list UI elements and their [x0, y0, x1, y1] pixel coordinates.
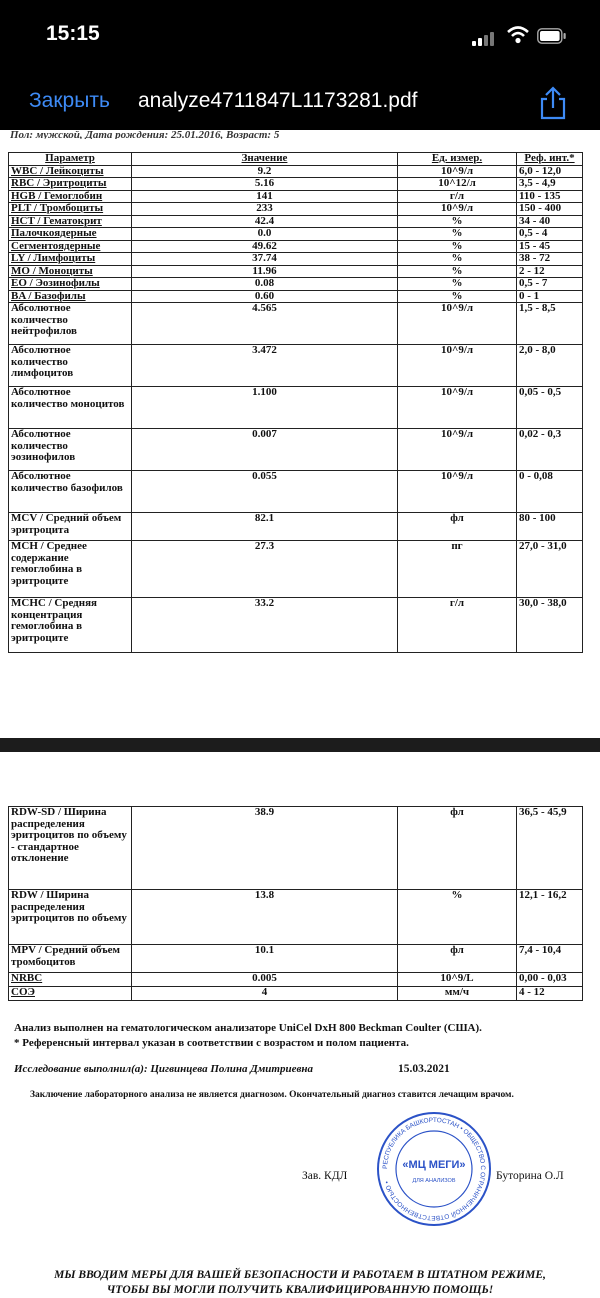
unit-cell: мм/ч	[398, 987, 517, 1001]
param-cell: MCV / Средний объем эритроцита	[9, 513, 132, 541]
unit-cell: %	[398, 228, 517, 241]
ref-cell: 15 - 45	[517, 240, 583, 253]
param-cell: Абсолютное количество базофилов	[9, 471, 132, 513]
results-table-page1	[8, 152, 583, 653]
ref-cell: 0 - 0,08	[517, 471, 583, 513]
ref-cell: 12,1 - 16,2	[517, 890, 583, 945]
table-row	[9, 278, 583, 291]
ref-cell: 0,05 - 0,5	[517, 387, 583, 429]
footer-line-1: МЫ ВВОДИМ МЕРЫ ДЛЯ ВАШЕЙ БЕЗОПАСНОСТИ И РАБОТАЕМ В ШТАТНОМ РЕЖИМЕ,	[54, 1269, 546, 1281]
reference-note: * Референсный интервал указан в соответствии с возрастом и полом пациента.	[14, 1037, 409, 1049]
ref-cell: 0,02 - 0,3	[517, 429, 583, 471]
value-cell: 42.4	[132, 215, 398, 228]
param-cell: RDW / Ширина распределения эритроцитов по объему	[9, 890, 132, 945]
param-cell: EO / Эозинофилы	[9, 278, 132, 291]
value-cell: 4	[132, 987, 398, 1001]
table-row	[9, 890, 583, 945]
param-cell: Абсолютное количество моноцитов	[9, 387, 132, 429]
ref-cell: 34 - 40	[517, 215, 583, 228]
table-row	[9, 240, 583, 253]
ref-cell: 30,0 - 38,0	[517, 598, 583, 653]
param-cell: HCT / Гематокрит	[9, 215, 132, 228]
value-cell: 38.9	[132, 807, 398, 890]
value-cell: 5.16	[132, 178, 398, 191]
status-time: 15:15	[46, 22, 100, 45]
param-cell: MPV / Средний объем тромбоцитов	[9, 945, 132, 973]
value-cell: 0.60	[132, 290, 398, 303]
value-cell: 10.1	[132, 945, 398, 973]
unit-cell: %	[398, 215, 517, 228]
header-unit: Ед. измер.	[398, 153, 517, 166]
param-cell: WBC / Лейкоциты	[9, 165, 132, 178]
param-cell: Сегментоядерные	[9, 240, 132, 253]
unit-cell: %	[398, 890, 517, 945]
ref-cell: 0,00 - 0,03	[517, 973, 583, 987]
ref-cell: 1,5 - 8,5	[517, 303, 583, 345]
unit-cell: 10^12/л	[398, 178, 517, 191]
param-cell: HGB / Гемоглобин	[9, 190, 132, 203]
table-row	[9, 987, 583, 1001]
ref-cell: 2,0 - 8,0	[517, 345, 583, 387]
ref-cell: 4 - 12	[517, 987, 583, 1001]
results-table-page2	[8, 806, 583, 1001]
value-cell: 49.62	[132, 240, 398, 253]
table-row	[9, 190, 583, 203]
clinic-stamp	[375, 1110, 493, 1228]
document-nav-bar	[0, 80, 600, 130]
param-cell: MCH / Среднее содержание гемоглобина в эритроците	[9, 541, 132, 598]
param-cell: RBC / Эритроциты	[9, 178, 132, 191]
ref-cell: 2 - 12	[517, 265, 583, 278]
value-cell: 1.100	[132, 387, 398, 429]
footer-line-2: ЧТОБЫ ВЫ МОГЛИ ПОЛУЧИТЬ КВАЛИФИЦИРОВАННУЮ ПОМОЩЬ!	[106, 1284, 494, 1296]
unit-cell: 10^9/л	[398, 471, 517, 513]
unit-cell: 10^9/л	[398, 429, 517, 471]
unit-cell: 10^9/л	[398, 303, 517, 345]
param-cell: СОЭ	[9, 987, 132, 1001]
unit-cell: г/л	[398, 598, 517, 653]
param-cell: BA / Базофилы	[9, 290, 132, 303]
value-cell: 0.0	[132, 228, 398, 241]
head-label: Зав. КДЛ	[302, 1170, 348, 1182]
unit-cell: %	[398, 265, 517, 278]
table-row	[9, 387, 583, 429]
table-row	[9, 215, 583, 228]
stamp-center-text: «МЦ МЕГИ»	[402, 1159, 466, 1171]
table-header-row	[9, 153, 583, 166]
battery-icon	[537, 28, 567, 44]
value-cell: 82.1	[132, 513, 398, 541]
unit-cell: %	[398, 278, 517, 291]
table-row	[9, 429, 583, 471]
table-row	[9, 165, 583, 178]
param-cell: LY / Лимфоциты	[9, 253, 132, 266]
table-row	[9, 807, 583, 890]
unit-cell: пг	[398, 541, 517, 598]
wifi-icon	[507, 26, 529, 44]
stamp-sub-text: ДЛЯ АНАЛИЗОВ	[412, 1178, 456, 1184]
performed-by: Исследование выполнил(а): Цигвинцева Полина Дмитриевна	[14, 1063, 313, 1075]
ref-cell: 3,5 - 4,9	[517, 178, 583, 191]
ref-cell: 6,0 - 12,0	[517, 165, 583, 178]
value-cell: 9.2	[132, 165, 398, 178]
ref-cell: 7,4 - 10,4	[517, 945, 583, 973]
param-cell: Абсолютное количество эозинофилов	[9, 429, 132, 471]
value-cell: 0.005	[132, 973, 398, 987]
value-cell: 11.96	[132, 265, 398, 278]
unit-cell: 10^9/л	[398, 387, 517, 429]
patient-info-cut: Пол: мужской, Дата рождения: 25.01.2016, Возраст: 5	[10, 131, 280, 139]
unit-cell: 10^9/л	[398, 165, 517, 178]
table-row	[9, 345, 583, 387]
param-cell: MCHC / Средняя концентрация гемоглобина в эритроците	[9, 598, 132, 653]
unit-cell: фл	[398, 945, 517, 973]
param-cell: Абсолютное количество лимфоцитов	[9, 345, 132, 387]
param-cell: MO / Моноциты	[9, 265, 132, 278]
table-row	[9, 945, 583, 973]
param-cell: Абсолютное количество нейтрофилов	[9, 303, 132, 345]
unit-cell: фл	[398, 513, 517, 541]
ref-cell: 110 - 135	[517, 190, 583, 203]
value-cell: 0.007	[132, 429, 398, 471]
value-cell: 27.3	[132, 541, 398, 598]
unit-cell: 10^9/L	[398, 973, 517, 987]
unit-cell: фл	[398, 807, 517, 890]
param-cell: PLT / Тромбоциты	[9, 203, 132, 216]
param-cell: NRBC	[9, 973, 132, 987]
cellular-signal-icon	[472, 30, 500, 46]
ref-cell: 150 - 400	[517, 203, 583, 216]
unit-cell: %	[398, 253, 517, 266]
analyzer-note: Анализ выполнен на гематологическом анализаторе UniCel DxH 800 Beckman Coulter (США).	[14, 1022, 482, 1034]
share-icon[interactable]	[537, 86, 569, 120]
table-row	[9, 265, 583, 278]
value-cell: 233	[132, 203, 398, 216]
footer-banner	[0, 1268, 600, 1298]
table-row	[9, 513, 583, 541]
head-name: Буторина О.Л	[496, 1170, 564, 1182]
unit-cell: г/л	[398, 190, 517, 203]
table-row	[9, 973, 583, 987]
ref-cell: 0,5 - 7	[517, 278, 583, 291]
table-row	[9, 541, 583, 598]
unit-cell: 10^9/л	[398, 345, 517, 387]
page-separator	[0, 738, 600, 752]
value-cell: 33.2	[132, 598, 398, 653]
table-row	[9, 228, 583, 241]
header-ref: Реф. инт.*	[517, 153, 583, 166]
table-row	[9, 598, 583, 653]
unit-cell: %	[398, 240, 517, 253]
table-row	[9, 178, 583, 191]
param-cell: RDW-SD / Ширина распределения эритроцитов по объему - стандартное отклонение	[9, 807, 132, 890]
header-param: Параметр	[9, 153, 132, 166]
value-cell: 3.472	[132, 345, 398, 387]
value-cell: 0.055	[132, 471, 398, 513]
ref-cell: 0,5 - 4	[517, 228, 583, 241]
status-bar	[0, 0, 600, 80]
header-value: Значение	[132, 153, 398, 166]
value-cell: 37.74	[132, 253, 398, 266]
value-cell: 141	[132, 190, 398, 203]
ref-cell: 27,0 - 31,0	[517, 541, 583, 598]
table-row	[9, 203, 583, 216]
ref-cell: 36,5 - 45,9	[517, 807, 583, 890]
table-row	[9, 253, 583, 266]
value-cell: 0.08	[132, 278, 398, 291]
table-row	[9, 290, 583, 303]
ref-cell: 38 - 72	[517, 253, 583, 266]
result-date: 15.03.2021	[398, 1063, 450, 1075]
table-row	[9, 303, 583, 345]
value-cell: 4.565	[132, 303, 398, 345]
ref-cell: 0 - 1	[517, 290, 583, 303]
document-title: analyze4711847L1173281.pdf	[138, 89, 418, 112]
value-cell: 13.8	[132, 890, 398, 945]
close-button[interactable]: Закрыть	[29, 89, 110, 112]
ref-cell: 80 - 100	[517, 513, 583, 541]
table-row	[9, 471, 583, 513]
param-cell: Палочкоядерные	[9, 228, 132, 241]
unit-cell: 10^9/л	[398, 203, 517, 216]
disclaimer: Заключение лабораторного анализа не является диагнозом. Окончательный диагноз ставится лечащим врачом.	[30, 1090, 514, 1100]
unit-cell: %	[398, 290, 517, 303]
stamp-ring-text: РЕСПУБЛИКА БАШКОРТОСТАН • ОБЩЕСТВО С ОГРАНИЧЕННОЙ ОТВЕТСТВЕННОСТЬЮ •	[381, 1116, 487, 1222]
